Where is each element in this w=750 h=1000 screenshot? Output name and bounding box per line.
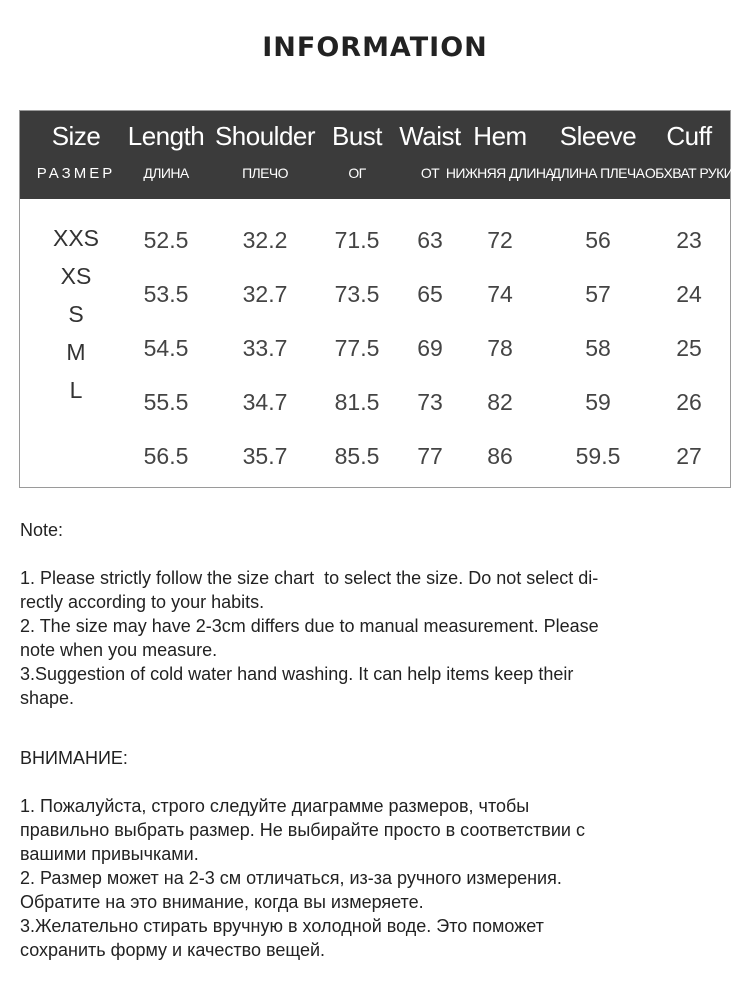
measurement-cell: 58 — [585, 335, 611, 361]
measurement-cell: 34.7 — [242, 389, 288, 415]
size-chart — [19, 110, 734, 488]
notes-en-heading: Note: — [20, 520, 64, 540]
header-en-label: Sleeve — [559, 121, 637, 151]
notes-ru-item-1: 1. Пожалуйста, строго следуйте диаграмме размеров, чтобы правильно выбрать размер. Не выбирайте просто в соответствии с вашими привычками. — [20, 796, 585, 864]
measurement-cell: 86 — [487, 443, 513, 469]
size-label-cell: XS — [60, 263, 92, 289]
header-ru-label: ПЛЕЧО — [242, 165, 288, 181]
header-ru-label: ОГ — [348, 165, 366, 181]
header-en-label: Hem — [473, 121, 527, 151]
measurement-cell: 74 — [487, 281, 513, 307]
header-en-label: Length — [127, 121, 205, 151]
measurement-cell: 69 — [417, 335, 443, 361]
measurement-cell: 59 — [585, 389, 611, 415]
measurement-cell: 77.5 — [334, 335, 380, 361]
measurement-cell: 54.5 — [143, 335, 189, 361]
measurement-cell: 82 — [487, 389, 513, 415]
size-label-cell: L — [69, 377, 83, 403]
header-ru-label: РАЗМЕР — [36, 165, 116, 182]
measurement-cell: 24 — [676, 281, 702, 307]
header-ru-label: ОБХВАТ РУКИ — [644, 165, 734, 181]
measurement-cell: 26 — [676, 389, 702, 415]
header-col-6 — [548, 111, 648, 199]
measurement-cell: 25 — [676, 335, 702, 361]
measurement-cell: 57 — [585, 281, 611, 307]
size-label-cell: XXS — [52, 225, 100, 251]
measurement-cell: 72 — [487, 227, 513, 253]
header-en-label: Shoulder — [214, 121, 316, 151]
measurement-cell: 52.5 — [143, 227, 189, 253]
measurement-cell: 33.7 — [242, 335, 288, 361]
header-ru-label: ДЛИНА — [143, 165, 189, 181]
measurement-cell: 78 — [487, 335, 513, 361]
notes-en-item-3: 3.Suggestion of cold water hand washing. It can help items keep their shape. — [20, 664, 574, 708]
measurement-cell: 32.7 — [242, 281, 288, 307]
notes-ru-heading: ВНИМАНИЕ: — [20, 748, 128, 768]
header-col-3 — [320, 111, 394, 199]
header-ru-label: НИЖНЯЯ ДЛИНА — [445, 165, 555, 181]
size-chart-header — [20, 111, 734, 199]
header-en-label: Cuff — [666, 121, 712, 151]
header-col-2 — [205, 111, 325, 199]
measurement-cell: 73 — [417, 389, 443, 415]
measurement-cell: 85.5 — [334, 443, 380, 469]
notes-ru-item-2: 2. Размер может на 2-3 см отличаться, из-за ручного измерения. Обратите на это внимание, когда вы измеряете. — [20, 868, 562, 912]
header-col-7 — [639, 111, 739, 199]
notes-en-item-2: 2. The size may have 2-3cm differs due to manual measurement. Please note when you measure. — [20, 616, 599, 660]
header-en-label: Size — [51, 121, 101, 151]
measurement-cell: 73.5 — [334, 281, 380, 307]
table-row — [20, 213, 730, 267]
notes-section — [20, 518, 720, 962]
measurement-cell: 71.5 — [334, 227, 380, 253]
notes-en-item-1: 1. Please strictly follow the size chart to select the size. Do not select di- rectly according to your habits. — [20, 568, 599, 612]
notes-ru-item-3: 3.Желательно стирать вручную в холодной воде. Это поможет сохранить форму и качество вещей. — [20, 916, 544, 960]
header-ru-label: ОТ — [420, 165, 440, 181]
size-label-cell: S — [68, 301, 84, 327]
measurement-cell: 65 — [417, 281, 443, 307]
header-en-label: Bust — [331, 121, 383, 151]
header-col-5 — [438, 111, 562, 199]
measurement-cell: 23 — [676, 227, 702, 253]
measurement-cell: 63 — [417, 227, 443, 253]
measurement-cell: 56.5 — [143, 443, 189, 469]
header-ru-label: ДЛИНА ПЛЕЧА — [551, 165, 645, 181]
measurement-cell: 59.5 — [575, 443, 621, 469]
measurement-cell: 35.7 — [242, 443, 288, 469]
measurement-cell: 27 — [676, 443, 702, 469]
measurement-cell: 53.5 — [143, 281, 189, 307]
header-col-0 — [22, 111, 130, 199]
page-title: INFORMATION — [262, 32, 488, 63]
measurement-cell: 55.5 — [143, 389, 189, 415]
measurement-cell: 77 — [417, 443, 443, 469]
size-label-cell: M — [66, 339, 86, 365]
header-en-label: Waist — [399, 121, 461, 151]
header-col-1 — [121, 111, 211, 199]
measurement-cell: 56 — [585, 227, 611, 253]
measurement-cell: 81.5 — [334, 389, 380, 415]
measurement-cell: 32.2 — [242, 227, 288, 253]
